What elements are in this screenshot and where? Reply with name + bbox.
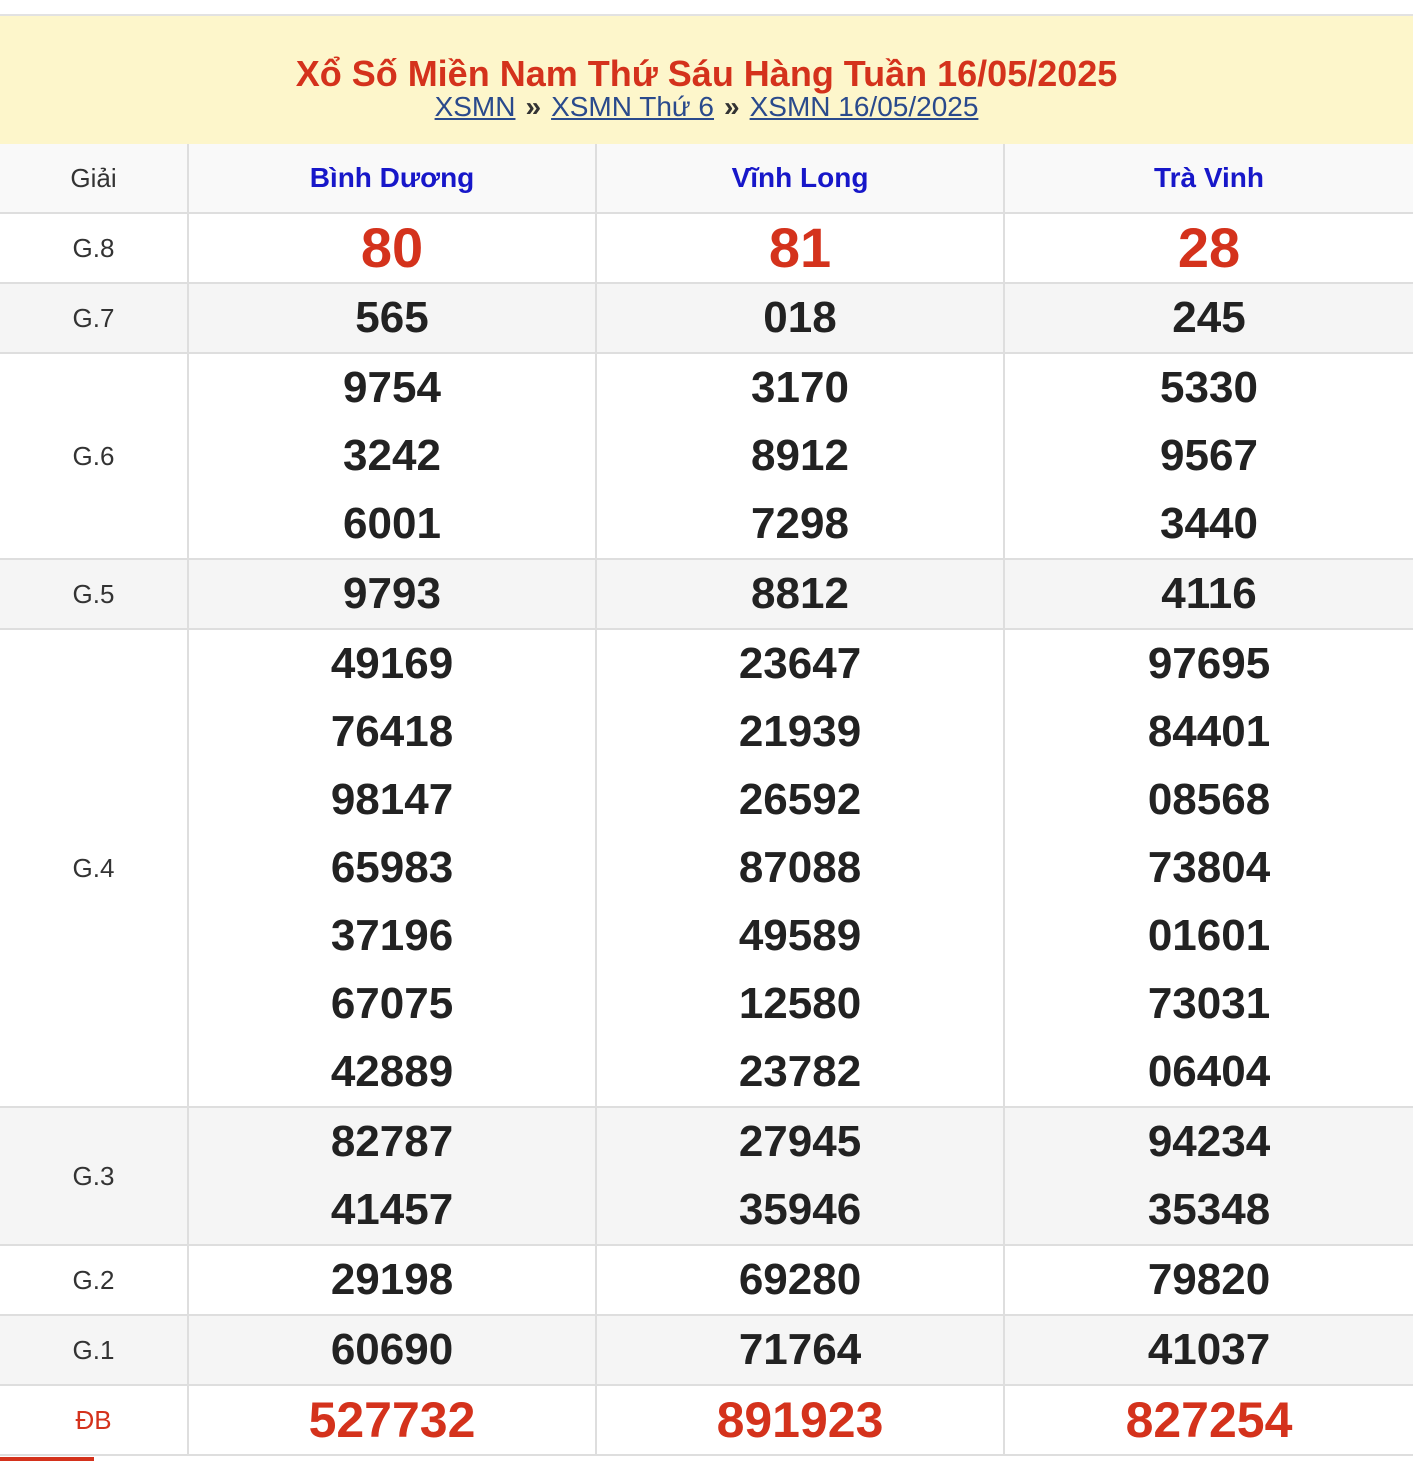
prize-number: 21939	[738, 707, 862, 756]
prize-cell	[1004, 283, 1413, 353]
prize-number: 49169	[330, 639, 454, 688]
prize-number: 527732	[308, 1392, 476, 1448]
prize-label: G.4	[0, 629, 188, 1107]
prize-number: 3440	[1160, 499, 1258, 548]
prize-number: 3242	[343, 431, 441, 480]
prize-number: 245	[1172, 293, 1246, 342]
prize-cell	[188, 353, 596, 559]
prize-number: 827254	[1125, 1392, 1293, 1448]
prize-label: G.5	[0, 559, 188, 629]
prize-number: 35348	[1147, 1185, 1271, 1234]
prize-number: 891923	[716, 1392, 884, 1448]
prize-number: 9754	[343, 363, 441, 412]
prize-label: G.6	[0, 353, 188, 559]
prize-number: 6001	[343, 499, 441, 548]
prize-cell	[1004, 559, 1413, 629]
prize-cell	[1004, 353, 1413, 559]
prize-cell	[596, 559, 1004, 629]
prize-number: 26592	[738, 775, 862, 824]
table-header-row	[0, 144, 1413, 213]
prize-number: 94234	[1147, 1117, 1271, 1166]
prize-number: 97695	[1147, 639, 1271, 688]
province-header-vinh-long[interactable]: Vĩnh Long	[596, 144, 1004, 213]
breadcrumb	[0, 88, 1413, 126]
prize-number: 41457	[330, 1185, 454, 1234]
prize-label: G.7	[0, 283, 188, 353]
prize-number: 67075	[330, 979, 454, 1028]
prize-number: 06404	[1147, 1047, 1271, 1096]
prize-number: 84401	[1147, 707, 1271, 756]
province-header-tra-vinh[interactable]: Trà Vinh	[1004, 144, 1413, 213]
province-header-binh-duong[interactable]: Bình Dương	[188, 144, 596, 213]
prize-number: 65983	[330, 843, 454, 892]
prize-cell	[1004, 1315, 1413, 1385]
results-header	[0, 16, 1413, 145]
prize-cell	[188, 1245, 596, 1315]
prize-number: 82787	[330, 1117, 454, 1166]
prize-number: 42889	[330, 1047, 454, 1096]
prize-number: 5330	[1160, 363, 1258, 412]
prize-cell	[596, 353, 1004, 559]
prize-row	[0, 1385, 1413, 1455]
prize-cell	[188, 559, 596, 629]
prize-cell	[188, 629, 596, 1107]
prize-rows	[0, 213, 1413, 1455]
prize-number: 60690	[330, 1325, 454, 1374]
prize-number: 28	[1177, 216, 1241, 279]
prize-number: 8912	[751, 431, 849, 480]
prize-cell	[188, 1385, 596, 1455]
prize-column-header: Giải	[0, 144, 188, 213]
prize-label: G.3	[0, 1107, 188, 1245]
prize-number: 76418	[330, 707, 454, 756]
prize-number: 71764	[738, 1325, 862, 1374]
prize-cell	[1004, 1385, 1413, 1455]
prize-cell	[1004, 1245, 1413, 1315]
prize-number: 98147	[330, 775, 454, 824]
prize-number: 49589	[738, 911, 862, 960]
breadcrumb-separator: »	[525, 91, 542, 122]
prize-number: 41037	[1147, 1325, 1271, 1374]
bottom-accent-bar	[0, 1457, 94, 1461]
prize-label: ĐB	[0, 1385, 188, 1455]
prize-number: 29198	[330, 1255, 454, 1304]
prize-number: 565	[355, 293, 429, 342]
prize-cell	[596, 1385, 1004, 1455]
prize-row	[0, 1245, 1413, 1315]
prize-cell	[188, 283, 596, 353]
prize-cell	[596, 283, 1004, 353]
prize-number: 87088	[738, 843, 862, 892]
prize-cell	[188, 1315, 596, 1385]
prize-number: 23782	[738, 1047, 862, 1096]
prize-label: G.1	[0, 1315, 188, 1385]
prize-number: 9567	[1160, 431, 1258, 480]
prize-number: 018	[763, 293, 837, 342]
prize-number: 08568	[1147, 775, 1271, 824]
prize-row	[0, 559, 1413, 629]
prize-number: 35946	[738, 1185, 862, 1234]
page-title: Xổ Số Miền Nam Thứ Sáu Hàng Tuần 16/05/2025	[295, 53, 1118, 94]
prize-number: 23647	[738, 639, 862, 688]
prize-number: 73804	[1147, 843, 1271, 892]
prize-number: 37196	[330, 911, 454, 960]
prize-cell	[596, 1107, 1004, 1245]
prize-cell	[1004, 213, 1413, 283]
prize-row	[0, 353, 1413, 559]
prize-number: 69280	[738, 1255, 862, 1304]
prize-number: 80	[360, 216, 424, 279]
breadcrumb-link-xsmn[interactable]: XSMN	[434, 91, 516, 122]
prize-number: 9793	[343, 569, 441, 618]
prize-number: 01601	[1147, 911, 1271, 960]
breadcrumb-link-xsmn-date[interactable]: XSMN 16/05/2025	[749, 91, 979, 122]
prize-number: 4116	[1161, 569, 1257, 618]
prize-number: 79820	[1147, 1255, 1271, 1304]
prize-cell	[596, 213, 1004, 283]
breadcrumb-link-xsmn-thu-6[interactable]: XSMN Thứ 6	[551, 91, 715, 122]
prize-cell	[596, 1245, 1004, 1315]
prize-number: 81	[768, 216, 832, 279]
prize-number: 8812	[751, 569, 849, 618]
prize-row	[0, 1315, 1413, 1385]
prize-number: 73031	[1147, 979, 1271, 1028]
breadcrumb-separator: »	[724, 91, 740, 122]
prize-cell	[1004, 629, 1413, 1107]
prize-row	[0, 629, 1413, 1107]
prize-cell	[1004, 1107, 1413, 1245]
prize-cell	[188, 213, 596, 283]
prize-number: 27945	[738, 1117, 862, 1166]
prize-number: 12580	[738, 979, 862, 1028]
prize-number: 3170	[751, 363, 849, 412]
prize-cell	[596, 629, 1004, 1107]
prize-row	[0, 283, 1413, 353]
prize-cell	[188, 1107, 596, 1245]
results-table	[0, 144, 1413, 1456]
prize-number: 7298	[751, 499, 849, 548]
prize-row	[0, 1107, 1413, 1245]
prize-cell	[596, 1315, 1004, 1385]
prize-label: G.2	[0, 1245, 188, 1315]
prize-label: G.8	[0, 213, 188, 283]
prize-row	[0, 213, 1413, 283]
